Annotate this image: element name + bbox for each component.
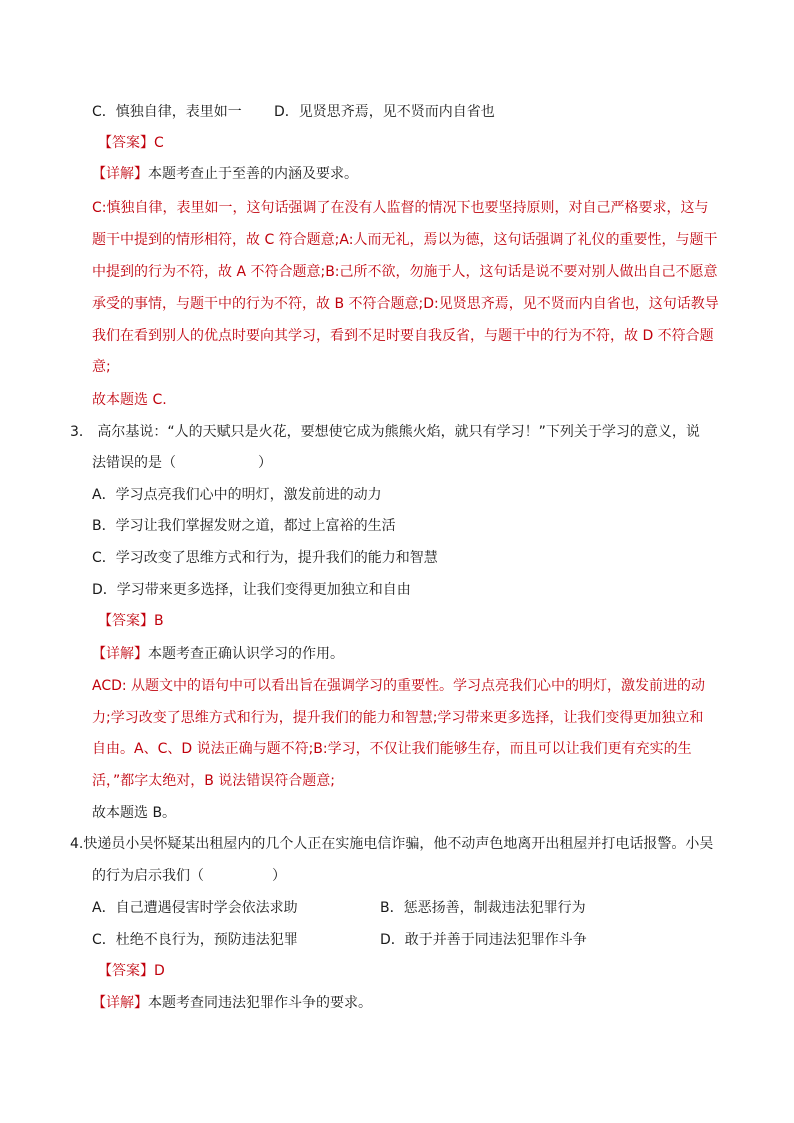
explain-label: 【详解】 [92,995,148,1011]
q3-stem-line1: 3． 高尔基说：“人的天赋只是火花，要想使它成为熊熊火焰，就只有学习！”下列关于学习的意义，说 [70,424,700,440]
answer-label: 【答案】 [98,135,154,151]
q3-stem-line2: 法错误的是（ ） [92,455,272,471]
explain-intro: 本题考查同违法犯罪作斗争的要求。 [148,995,372,1011]
q2-explain-line: 承受的事情，与题干中的行为不符，故 B 不符合题意;D:见贤思齐焉，见不贤而内自省也，这句话教导 [92,296,719,312]
q3-answer [98,611,164,631]
q4-stem-line1: 4.快递员小吴怀疑某出租屋内的几个人正在实施电信诈骗，他不动声色地离开出租屋并打电话报警。小吴 [70,836,714,852]
q2-explain-heading [92,164,358,184]
q2-conclusion: 故本题选 C. [92,392,167,408]
explain-label: 【详解】 [92,166,148,182]
q4-stem-line2: 的行为启示我们（ ） [92,868,286,884]
explain-intro: 本题考查止于至善的内涵及要求。 [148,166,358,182]
q3-explain-line: 自由。A、C、D 说法正确与题不符;B:学习，不仅让我们能够生存，而且可以让我们更有充实的生 [92,741,692,757]
q3-conclusion: 故本题选 B。 [92,805,177,821]
q2-answer [98,133,164,153]
q3-option-d: D．学习带来更多选择，让我们变得更加独立和自由 [92,582,411,598]
q3-option-a: A．学习点亮我们心中的明灯，激发前进的动力 [92,487,382,503]
q4-answer [98,961,165,981]
answer-value: C [154,135,164,151]
q2-option-d: D．见贤思齐焉，见不贤而内自省也 [274,104,495,120]
answer-label: 【答案】 [98,963,154,979]
q2-option-c: C．慎独自律，表里如一 [92,104,242,120]
answer-value: D [154,963,165,979]
q4-option-d: D．敢于并善于同违法犯罪作斗争 [380,932,587,948]
explain-label: 【详解】 [92,646,148,662]
q4-option-a: A．自己遭遇侵害时学会依法求助 [92,900,298,916]
q3-option-c: C．学习改变了思维方式和行为，提升我们的能力和智慧 [92,550,438,566]
q2-explain-line: 中提到的行为不符，故 A 不符合题意;B:己所不欲，勿施于人，这句话是说不要对别人做出自己不愿意 [92,264,718,280]
q3-option-b: B．学习让我们掌握发财之道，都过上富裕的生活 [92,518,396,534]
q3-explain-heading [92,644,344,664]
q2-explain-line: 意; [92,359,111,375]
q4-option-c: C．杜绝不良行为，预防违法犯罪 [92,932,298,948]
q2-explain-line: 我们在看到别人的优点时要向其学习，看到不足时要自我反省，与题干中的行为不符，故 D 不符合题 [92,328,714,344]
q3-explain-line: 活，”都字太绝对，B 说法错误符合题意; [92,773,336,789]
q2-explain-line: 题干中提到的情形相符，故 C 符合题意;A:人而无礼，焉以为德，这句话强调了礼仪的重要性，与题干 [92,232,718,248]
q4-explain-heading [92,993,372,1013]
answer-value: B [154,613,164,629]
q4-option-b: B．惩恶扬善，制裁违法犯罪行为 [380,900,586,916]
explain-intro: 本题考查正确认识学习的作用。 [148,646,344,662]
answer-label: 【答案】 [98,613,154,629]
q2-explain-line: C:慎独自律，表里如一，这句话强调了在没有人监督的情况下也要坚持原则，对自己严格要求，这与 [92,200,709,216]
q3-explain-line: 力;学习改变了思维方式和行为，提升我们的能力和智慧;学习带来更多选择，让我们变得更加独立和 [92,710,704,726]
q3-explain-line: ACD: 从题文中的语句中可以看出旨在强调学习的重要性。学习点亮我们心中的明灯，激发前进的动 [92,678,706,694]
